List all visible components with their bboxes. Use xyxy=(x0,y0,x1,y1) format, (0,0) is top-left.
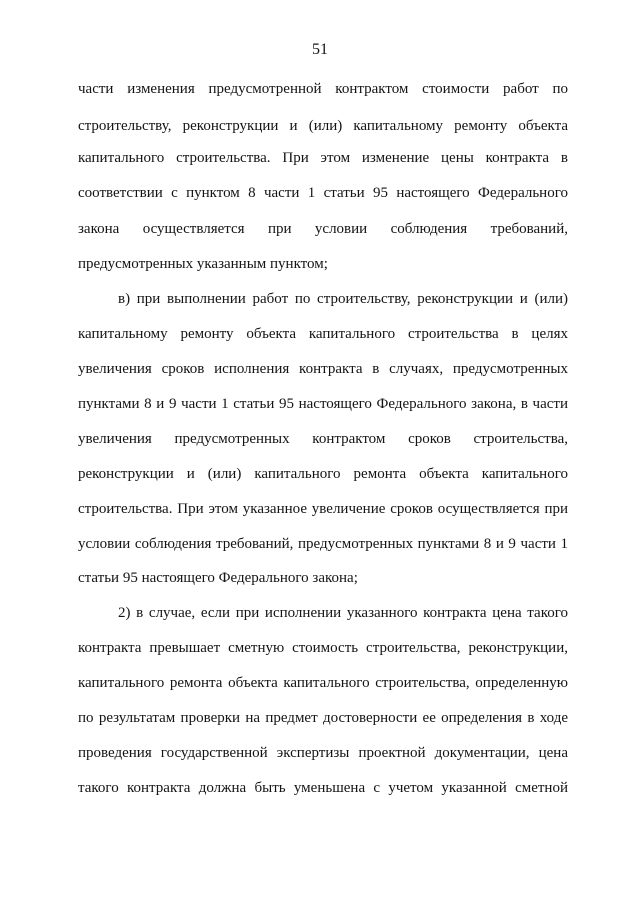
text-line: статьи 95 настоящего Федерального закона; xyxy=(78,570,358,586)
text-line: пунктами 8 и 9 части 1 статьи 95 настоящего Федерального закона, в части xyxy=(78,396,568,412)
text-line: реконструкции и (или) капитального ремонта объекта капитального xyxy=(78,466,568,482)
text-line: контракта превышает сметную стоимость строительства, реконструкции, xyxy=(78,640,568,656)
text-line: строительства. При этом указанное увеличение сроков осуществляется при xyxy=(78,501,568,517)
text-line: капитальному ремонту объекта капитального строительства в целях xyxy=(78,326,568,342)
text-line: такого контракта должна быть уменьшена с учетом указанной сметной xyxy=(78,780,568,796)
page-number: 51 xyxy=(312,41,328,58)
text-line: условии соблюдения требований, предусмотренных пунктами 8 и 9 части 1 xyxy=(78,536,568,552)
text-line: увеличения сроков исполнения контракта в случаях, предусмотренных xyxy=(78,361,568,377)
text-line: капитального строительства. При этом изменение цены контракта в xyxy=(78,150,568,166)
text-line: предусмотренных указанным пунктом; xyxy=(78,256,328,272)
text-line: строительству, реконструкции и (или) капитальному ремонту объекта xyxy=(78,118,568,134)
text-line: капитального ремонта объекта капитального строительства, определенную xyxy=(78,675,568,691)
paragraph-first-line: 2) в случае, если при исполнении указанного контракта цена такого xyxy=(118,605,568,621)
text-line: соответствии с пунктом 8 части 1 статьи 95 настоящего Федерального xyxy=(78,185,568,201)
text-line: по результатам проверки на предмет достоверности ее определения в ходе xyxy=(78,710,568,726)
text-line: увеличения предусмотренных контрактом сроков строительства, xyxy=(78,431,568,447)
text-line: проведения государственной экспертизы проектной документации, цена xyxy=(78,745,568,761)
text-line: части изменения предусмотренной контрактом стоимости работ по xyxy=(78,81,568,97)
text-line: закона осуществляется при условии соблюдения требований, xyxy=(78,221,568,237)
paragraph-first-line: в) при выполнении работ по строительству, реконструкции и (или) xyxy=(118,291,568,307)
